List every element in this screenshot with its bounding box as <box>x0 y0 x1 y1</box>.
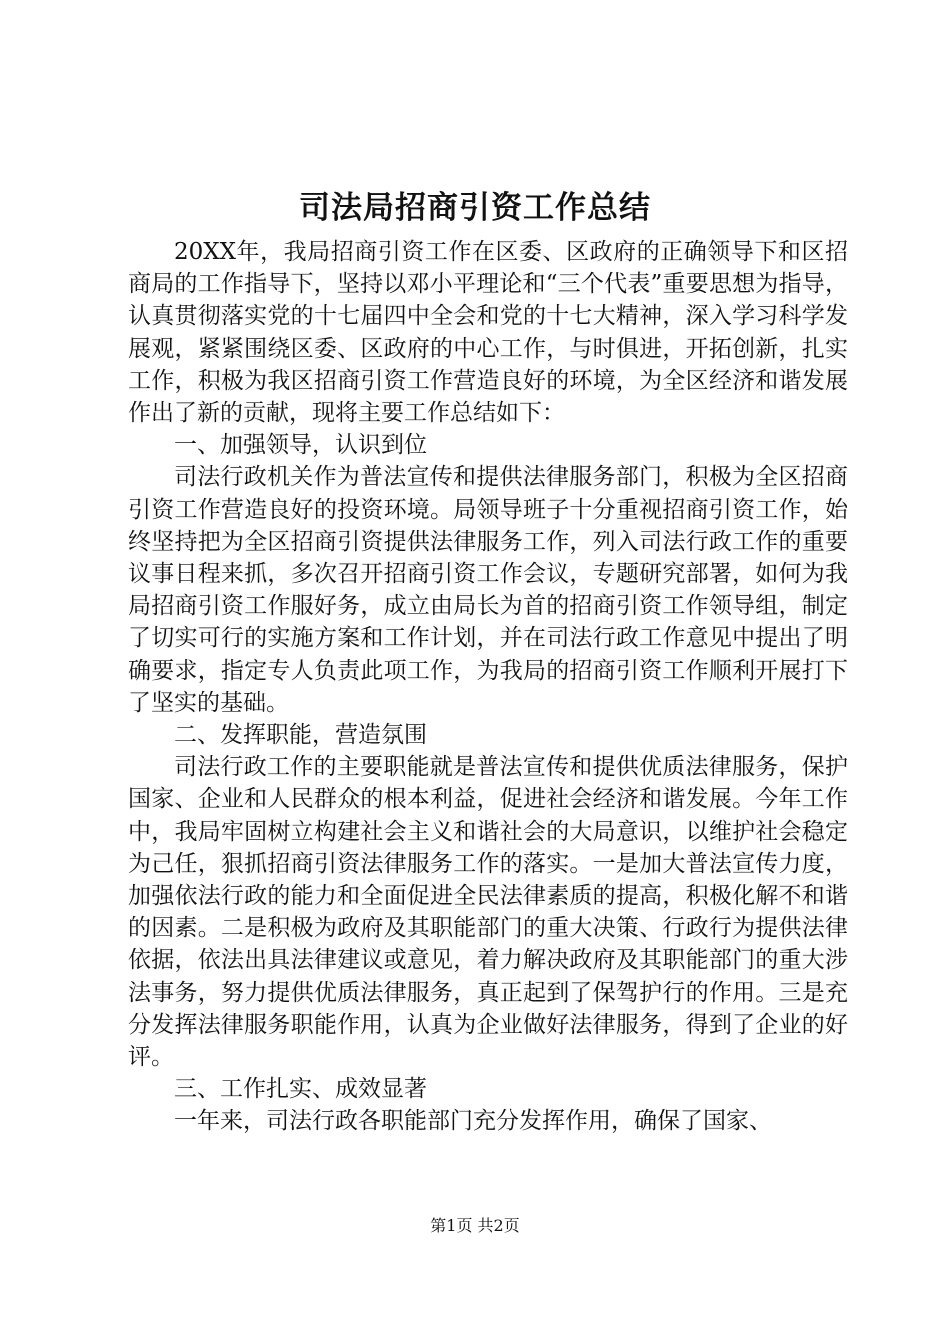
section-heading: 三、工作扎实、成效显著 <box>174 1076 427 1103</box>
paragraph: 一年来，司法行政各职能部门充分发挥作用，确保了国家、 <box>174 1108 772 1135</box>
paragraph: 司法行政工作的主要职能就是普法宣传和提供优质法律服务，保护国家、企业和人民群众的根本利益，促进社会经济和谐发展。今年工作中，我局牢固树立构建社会主义和谐社会的大局意识，以维护社会稳定为己任，狠抓招商引资法律服务工作的落实。一是加大普法宣传力度，加强依法行政的能力和全面促进全民法律素质的提高，积极化解不和谐的因素。二是积极为政府及其职能部门的重大决策、行政行为提供法律依据，依法出具法律建议或意见，着力解决政府及其职能部门的重大涉法事务，努力提供优质法律服务，真正起到了保驾护行的作用。三是充分发挥法律服务职能作用，认真为企业做好法律服务，得到了企业的好评。 <box>128 754 848 1071</box>
document-body <box>128 236 848 1138</box>
page-footer: 第1页 共2页 <box>430 1216 520 1235</box>
paragraph: 20XX年，我局招商引资工作在区委、区政府的正确领导下和区招商局的工作指导下，坚持以邓小平理论和“三个代表”重要思想为指导，认真贯彻落实党的十七届四中全会和党的十七大精神，深入学习科学发展观，紧紧围绕区委、区政府的中心工作，与时俱进，开拓创新，扎实工作，积极为我区招商引资工作营造良好的环境，为全区经济和谐发展作出了新的贡献，现将主要工作总结如下： <box>128 239 848 427</box>
section-heading: 二、发挥职能，营造氛围 <box>174 722 427 749</box>
paragraph: 司法行政机关作为普法宣传和提供法律服务部门，积极为全区招商引资工作营造良好的投资环境。局领导班子十分重视招商引资工作，始终坚持把为全区招商引资提供法律服务工作，列入司法行政工作的重要议事日程来抓，多次召开招商引资工作会议，专题研究部署，如何为我局招商引资工作服好务，成立由局长为首的招商引资工作领导组，制定了切实可行的实施方案和工作计划，并在司法行政工作意见中提出了明确要求，指定专人负责此项工作，为我局的招商引资工作顺利开展打下了坚实的基础。 <box>128 464 848 716</box>
section-heading: 一、加强领导，认识到位 <box>174 432 427 459</box>
document-title: 司法局招商引资工作总结 <box>299 190 651 226</box>
